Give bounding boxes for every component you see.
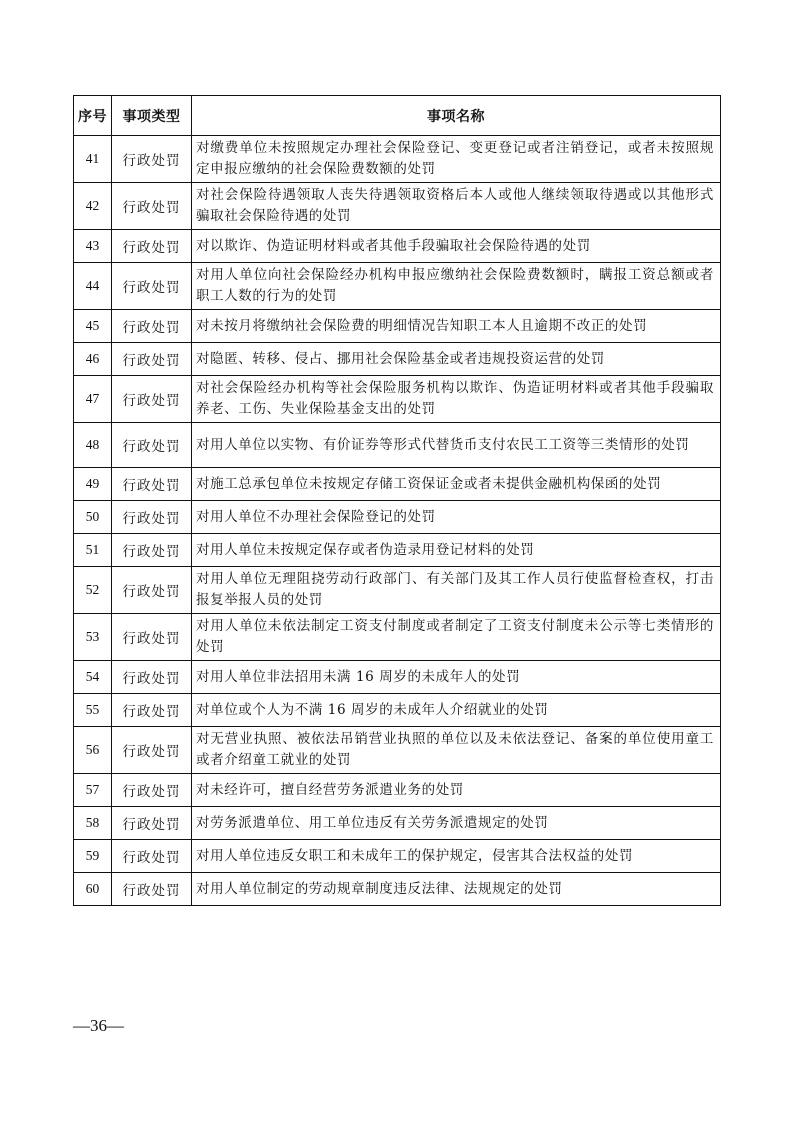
table-row [74, 468, 721, 501]
table-row [74, 567, 721, 614]
row-type: 行政处罚 [112, 661, 192, 694]
row-number: 41 [74, 136, 112, 183]
row-name: 对社会保险经办机构等社会保险服务机构以欺诈、伪造证明材料或者其他手段骗取养老、工伤、失业保险基金支出的处罚 [192, 376, 721, 423]
row-type: 行政处罚 [112, 614, 192, 661]
row-type: 行政处罚 [112, 230, 192, 263]
row-type: 行政处罚 [112, 774, 192, 807]
row-name: 对施工总承包单位未按规定存储工资保证金或者未提供金融机构保函的处罚 [192, 468, 721, 501]
row-number: 55 [74, 694, 112, 727]
table-row [74, 694, 721, 727]
row-name: 对劳务派遣单位、用工单位违反有关劳务派遣规定的处罚 [192, 807, 721, 840]
row-type: 行政处罚 [112, 310, 192, 343]
row-type: 行政处罚 [112, 501, 192, 534]
row-name: 对无营业执照、被依法吊销营业执照的单位以及未依法登记、备案的单位使用童工或者介绍童工就业的处罚 [192, 727, 721, 774]
row-number: 57 [74, 774, 112, 807]
row-number: 45 [74, 310, 112, 343]
table-row [74, 376, 721, 423]
row-number: 47 [74, 376, 112, 423]
row-name: 对以欺诈、伪造证明材料或者其他手段骗取社会保险待遇的处罚 [192, 230, 721, 263]
row-name: 对单位或个人为不满 16 周岁的未成年人介绍就业的处罚 [192, 694, 721, 727]
row-name: 对用人单位以实物、有价证券等形式代替货币支付农民工工资等三类情形的处罚 [192, 423, 721, 468]
table-row [74, 661, 721, 694]
row-name: 对用人单位未依法制定工资支付制度或者制定了工资支付制度未公示等七类情形的处罚 [192, 614, 721, 661]
row-name: 对未经许可，擅自经营劳务派遣业务的处罚 [192, 774, 721, 807]
table-header-row [74, 96, 721, 136]
row-name: 对社会保险待遇领取人丧失待遇领取资格后本人或他人继续领取待遇或以其他形式骗取社会保险待遇的处罚 [192, 183, 721, 230]
row-number: 49 [74, 468, 112, 501]
table-row [74, 423, 721, 468]
row-type: 行政处罚 [112, 263, 192, 310]
table-row [74, 534, 721, 567]
row-name: 对缴费单位未按照规定办理社会保险登记、变更登记或者注销登记，或者未按照规定申报应缴纳的社会保险费数额的处罚 [192, 136, 721, 183]
row-name: 对用人单位非法招用未满 16 周岁的未成年人的处罚 [192, 661, 721, 694]
row-name: 对用人单位制定的劳动规章制度违反法律、法规规定的处罚 [192, 873, 721, 906]
row-number: 52 [74, 567, 112, 614]
table-row [74, 873, 721, 906]
row-number: 48 [74, 423, 112, 468]
table-row [74, 263, 721, 310]
row-type: 行政处罚 [112, 873, 192, 906]
table-row [74, 840, 721, 873]
row-number: 54 [74, 661, 112, 694]
table-row [74, 183, 721, 230]
row-type: 行政处罚 [112, 694, 192, 727]
row-name: 对未按月将缴纳社会保险费的明细情况告知职工本人且逾期不改正的处罚 [192, 310, 721, 343]
header-type: 事项类型 [112, 96, 192, 136]
row-type: 行政处罚 [112, 376, 192, 423]
row-type: 行政处罚 [112, 183, 192, 230]
table-row [74, 727, 721, 774]
row-type: 行政处罚 [112, 534, 192, 567]
row-type: 行政处罚 [112, 423, 192, 468]
row-name: 对用人单位未按规定保存或者伪造录用登记材料的处罚 [192, 534, 721, 567]
row-type: 行政处罚 [112, 468, 192, 501]
table-row [74, 501, 721, 534]
row-number: 43 [74, 230, 112, 263]
row-type: 行政处罚 [112, 807, 192, 840]
row-type: 行政处罚 [112, 567, 192, 614]
row-name: 对用人单位无理阻挠劳动行政部门、有关部门及其工作人员行使监督检查权，打击报复举报人员的处罚 [192, 567, 721, 614]
table-body [74, 136, 721, 906]
table-row [74, 774, 721, 807]
row-type: 行政处罚 [112, 727, 192, 774]
row-number: 56 [74, 727, 112, 774]
table-row [74, 614, 721, 661]
row-type: 行政处罚 [112, 343, 192, 376]
row-name: 对用人单位向社会保险经办机构申报应缴纳社会保险费数额时，瞒报工资总额或者职工人数的行为的处罚 [192, 263, 721, 310]
page-number: —36— [73, 1016, 124, 1035]
table-row [74, 136, 721, 183]
row-type: 行政处罚 [112, 136, 192, 183]
row-number: 50 [74, 501, 112, 534]
table-row [74, 230, 721, 263]
table-row [74, 807, 721, 840]
row-name: 对用人单位违反女职工和未成年工的保护规定，侵害其合法权益的处罚 [192, 840, 721, 873]
row-number: 53 [74, 614, 112, 661]
items-table [73, 95, 721, 906]
table-row [74, 343, 721, 376]
row-type: 行政处罚 [112, 840, 192, 873]
row-number: 42 [74, 183, 112, 230]
table-row [74, 310, 721, 343]
header-number: 序号 [74, 96, 112, 136]
row-name: 对隐匿、转移、侵占、挪用社会保险基金或者违规投资运营的处罚 [192, 343, 721, 376]
row-number: 51 [74, 534, 112, 567]
row-name: 对用人单位不办理社会保险登记的处罚 [192, 501, 721, 534]
header-name: 事项名称 [192, 96, 721, 136]
row-number: 58 [74, 807, 112, 840]
row-number: 46 [74, 343, 112, 376]
row-number: 59 [74, 840, 112, 873]
row-number: 60 [74, 873, 112, 906]
row-number: 44 [74, 263, 112, 310]
